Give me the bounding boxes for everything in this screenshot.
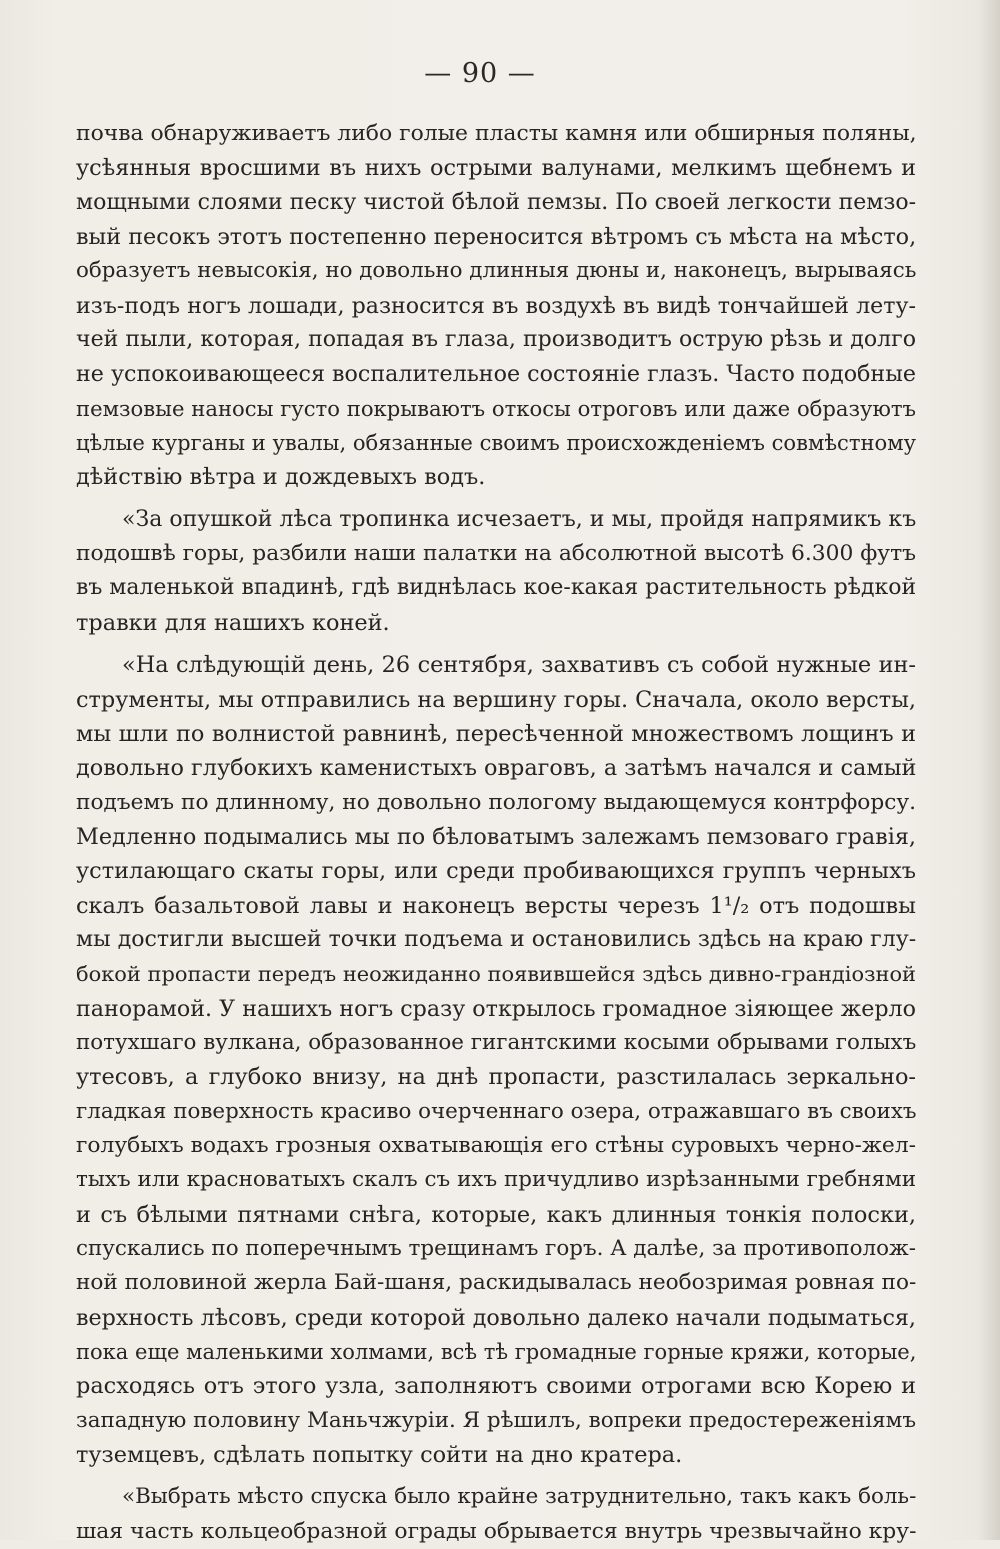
text-line: цѣлые курганы и увалы, обязанные своимъ происхожденіемъ совмѣстному: [76, 430, 916, 456]
text-line: панорамой. У нашихъ ногъ сразу открылось громадное зіяющее жерло: [76, 995, 916, 1022]
text-line: струменты, мы отправились на вершину горы. Сначала, около версты,: [76, 686, 916, 713]
text-line: чей пыли, которая, попадая въ глаза, производитъ острую рѣзь и долго: [76, 327, 916, 353]
text-line: западную половину Маньчжуріи. Я рѣшилъ, вопреки предостереженіямъ: [76, 1407, 916, 1433]
text-line: подошвѣ горы, разбили наши палатки на абсолютной высотѣ 6.300 футъ: [76, 541, 916, 567]
page-edge-shadow: [978, 0, 1000, 1540]
text-line: мы шли по волнистой равнинѣ, пересѣченной множествомъ лощинъ и: [76, 720, 916, 747]
text-line: «За опушкой лѣса тропинка исчезаетъ, и мы, пройдя напрямикъ къ: [122, 506, 917, 532]
text-line: пемзовые наносы густо покрываютъ откосы отроговъ или даже образуютъ: [76, 395, 916, 421]
text-line: «На слѣдующій день, 26 сентября, захвативъ съ собой нужные ин-: [122, 652, 916, 679]
text-line: голубыхъ водахъ грозныя охватывающія его стѣны суровыхъ черно-жел-: [76, 1132, 916, 1158]
text-line: «Выбрать мѣсто спуска было крайне затруднительно, такъ какъ боль-: [122, 1484, 917, 1510]
text-line: подъемъ по длинному, но довольно пологому выдающемуся контрфорсу.: [76, 789, 916, 815]
text-line: почва обнаруживаетъ либо голые пласты камня или обширныя поляны,: [76, 121, 917, 146]
page-number: — 90 —: [424, 58, 536, 89]
body-text: [76, 117, 916, 1549]
text-line: усѣянныя вросшими въ нихъ острыми валунами, мелкимъ щебнемъ и: [76, 155, 916, 182]
text-line: туземцевъ, сдѣлать попытку сойти на дно кратера.: [76, 1442, 683, 1469]
text-line: тыхъ или красноватыхъ скалъ съ ихъ причудливо изрѣзанными гребнями: [76, 1167, 916, 1193]
text-line: гладкая поверхность красиво очерченнаго озера, отражавшаго въ своихъ: [76, 1098, 917, 1124]
text-line: расходясь отъ этого узла, заполняютъ своими отрогами всю Корею и: [76, 1373, 916, 1400]
text-line: мы достигли высшей точки подъема и остановились здѣсь на краю глу-: [76, 926, 917, 952]
text-line: ной половиной жерла Бай-шаня, раскидывалась необозримая ровная по-: [76, 1270, 917, 1296]
text-line: бокой пропасти передъ неожиданно появившейся здѣсь дивно-грандіозной: [76, 962, 916, 987]
text-line: дѣйствію вѣтра и дождевыхъ водъ.: [76, 464, 486, 491]
text-line: вый песокъ этотъ постепенно переносится вѣтромъ съ мѣста на мѣсто,: [76, 224, 917, 251]
text-line: скалъ базальтовой лавы и наконецъ версты черезъ 1¹/₂ отъ подошвы: [76, 892, 916, 919]
text-line: утесовъ, а глубоко внизу, на днѣ пропасти, разстилалась зеркально-: [76, 1064, 916, 1091]
text-line: и съ бѣлыми пятнами снѣга, которые, какъ длинныя тонкія полоски,: [76, 1201, 916, 1228]
text-line: спускались по поперечнымъ трещинамъ горъ. А далѣе, за противополож-: [76, 1236, 916, 1261]
text-line: въ маленькой впадинѣ, гдѣ виднѣлась кое-какая растительность рѣдкой: [76, 575, 917, 601]
text-line: Медленно подымались мы по бѣловатымъ залежамъ пемзоваго гравія,: [76, 823, 916, 850]
text-line: мощными слоями песку чистой бѣлой пемзы. По своей легкости пемзо-: [76, 189, 916, 215]
text-line: потухшаго вулкана, образованное гигантскими косыми обрывами голыхъ: [76, 1029, 917, 1055]
text-line: изъ-подъ ногъ лошади, разносится въ воздухѣ въ видѣ тончайшей лету-: [76, 292, 916, 319]
text-line: шая часть кольцеобразной ограды обрывается внутрь чрезвычайно кру-: [76, 1518, 917, 1544]
text-line: верхность лѣсовъ, среди которой довольно далеко начали подыматься,: [76, 1304, 916, 1331]
text-line: травки для нашихъ коней.: [76, 609, 390, 636]
text-line: образуетъ невысокія, но довольно длинныя дюны и, наконецъ, вырываясь: [76, 258, 917, 284]
text-line: устилающаго скаты горы, или среди пробивающихся группъ черныхъ: [76, 858, 916, 885]
text-line: пока еще маленькими холмами, всѣ тѣ громадные горные кряжи, которые,: [76, 1339, 917, 1365]
text-line: не успокоивающееся воспалительное состояніе глазъ. Часто подобные: [76, 361, 916, 388]
text-line: довольно глубокихъ каменистыхъ овраговъ, а затѣмъ начался и самый: [76, 755, 917, 782]
